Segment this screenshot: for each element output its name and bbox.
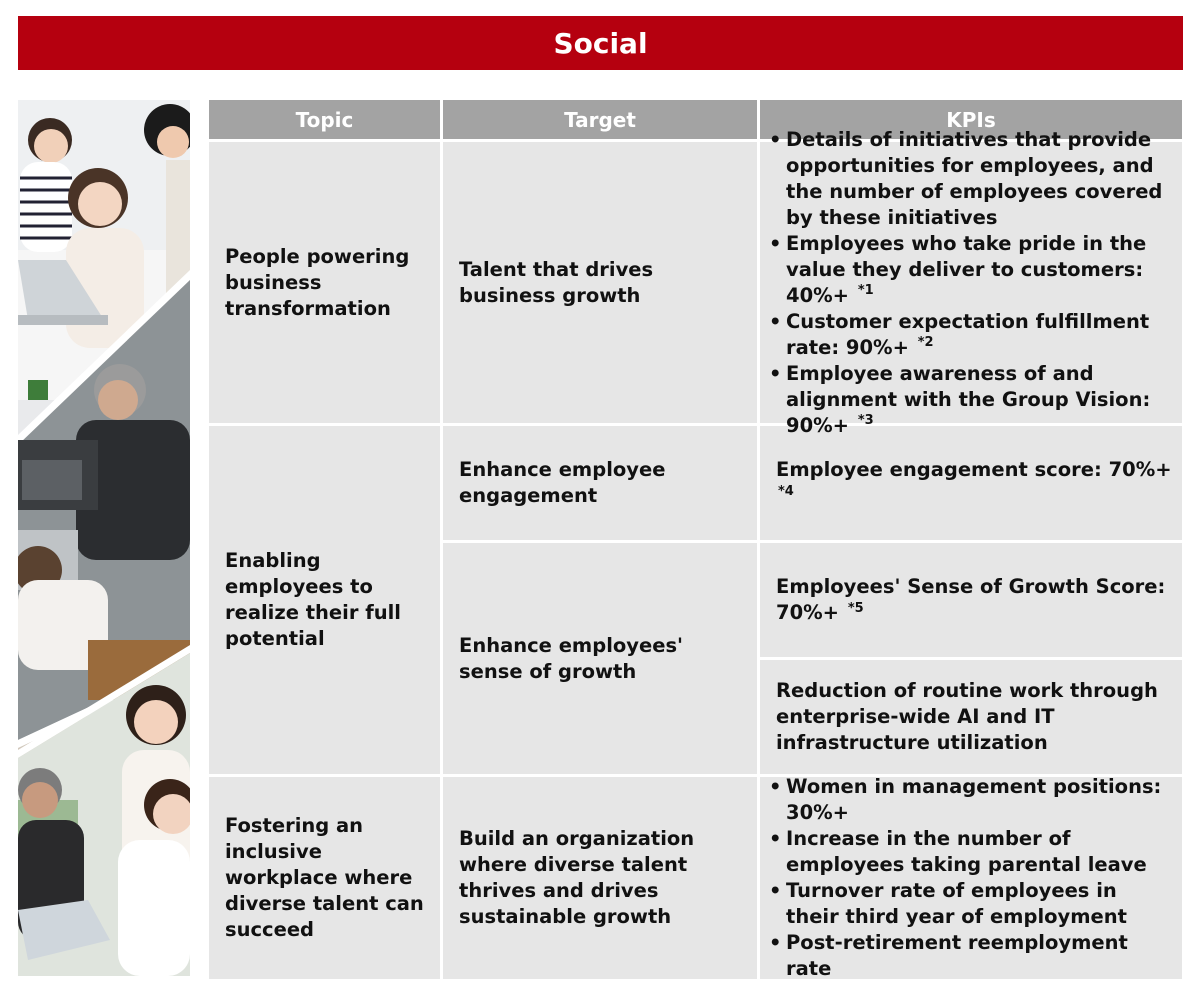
- kpi-cell: [760, 660, 1182, 774]
- kpi-item: Reduction of routine work through enterprise-wide AI and IT infrastructure utilization: [776, 679, 1158, 754]
- header-topic: Topic: [209, 100, 440, 139]
- employees-photo-collage: [18, 100, 190, 976]
- footnote-ref: *3: [857, 413, 874, 428]
- target-text: Enhance employees' sense of growth: [459, 633, 684, 683]
- section-title: Social: [553, 26, 648, 60]
- kpi-list: [769, 127, 1176, 439]
- target-cell: [443, 543, 757, 774]
- kpi-item: • Customer expectation fulfillment rate: 90%+ $^{*2}$: [769, 309, 1176, 361]
- kpi-table: [209, 100, 1182, 980]
- kpi-item: • Women in management positions: 30%+: [769, 774, 1176, 826]
- kpi-item: • Increase in the number of employees taking parental leave: [769, 826, 1176, 878]
- topic-cell: [209, 426, 440, 774]
- section-banner: [18, 16, 1183, 70]
- kpi-cell: [760, 543, 1182, 657]
- target-cell: [443, 142, 757, 423]
- topic-cell: [209, 142, 440, 423]
- kpi-cell: [760, 426, 1182, 540]
- target-text: Build an organization where diverse talent thrives and drives sustainable growth: [459, 827, 695, 928]
- target-text: Talent that drives business growth: [459, 257, 654, 307]
- kpi-item: Employees' Sense of Growth Score: 70%+ $^{*5}$: [776, 575, 1166, 624]
- kpi-item: Employee engagement score: 70%+ $^{*4}$: [776, 458, 1172, 499]
- target-text: Enhance employee engagement: [459, 458, 666, 507]
- footnote-ref: *1: [857, 283, 874, 298]
- header-kpis: KPIs: [760, 100, 1182, 139]
- topic-text: Enabling employees to realize their full potential: [225, 549, 401, 650]
- footnote-ref: *2: [917, 335, 934, 350]
- kpi-list: [769, 774, 1176, 982]
- topic-text: People powering business transformation: [225, 244, 410, 320]
- kpi-cell: [760, 777, 1182, 979]
- target-cell: [443, 426, 757, 540]
- kpi-item: • Employee awareness of and alignment with the Group Vision: 90%+ $^{*3}$: [769, 361, 1176, 439]
- footnote-ref: *5: [847, 600, 864, 616]
- kpi-item: • Turnover rate of employees in their third year of employment: [769, 878, 1176, 930]
- kpi-cell: [760, 127, 1182, 437]
- topic-text: Fostering an inclusive workplace where diverse talent can succeed: [225, 814, 424, 941]
- header-target: Target: [443, 100, 757, 139]
- kpi-item: • Details of initiatives that provide opportunities for employees, and the number of employees covered by these initiatives: [769, 127, 1176, 231]
- topic-cell: [209, 777, 440, 979]
- kpi-item: • Post-retirement reemployment rate: [769, 930, 1176, 982]
- kpi-item: • Employees who take pride in the value they deliver to customers: 40%+ $^{*1}$: [769, 231, 1176, 309]
- footnote-ref: *4: [778, 483, 794, 499]
- target-cell: [443, 777, 757, 979]
